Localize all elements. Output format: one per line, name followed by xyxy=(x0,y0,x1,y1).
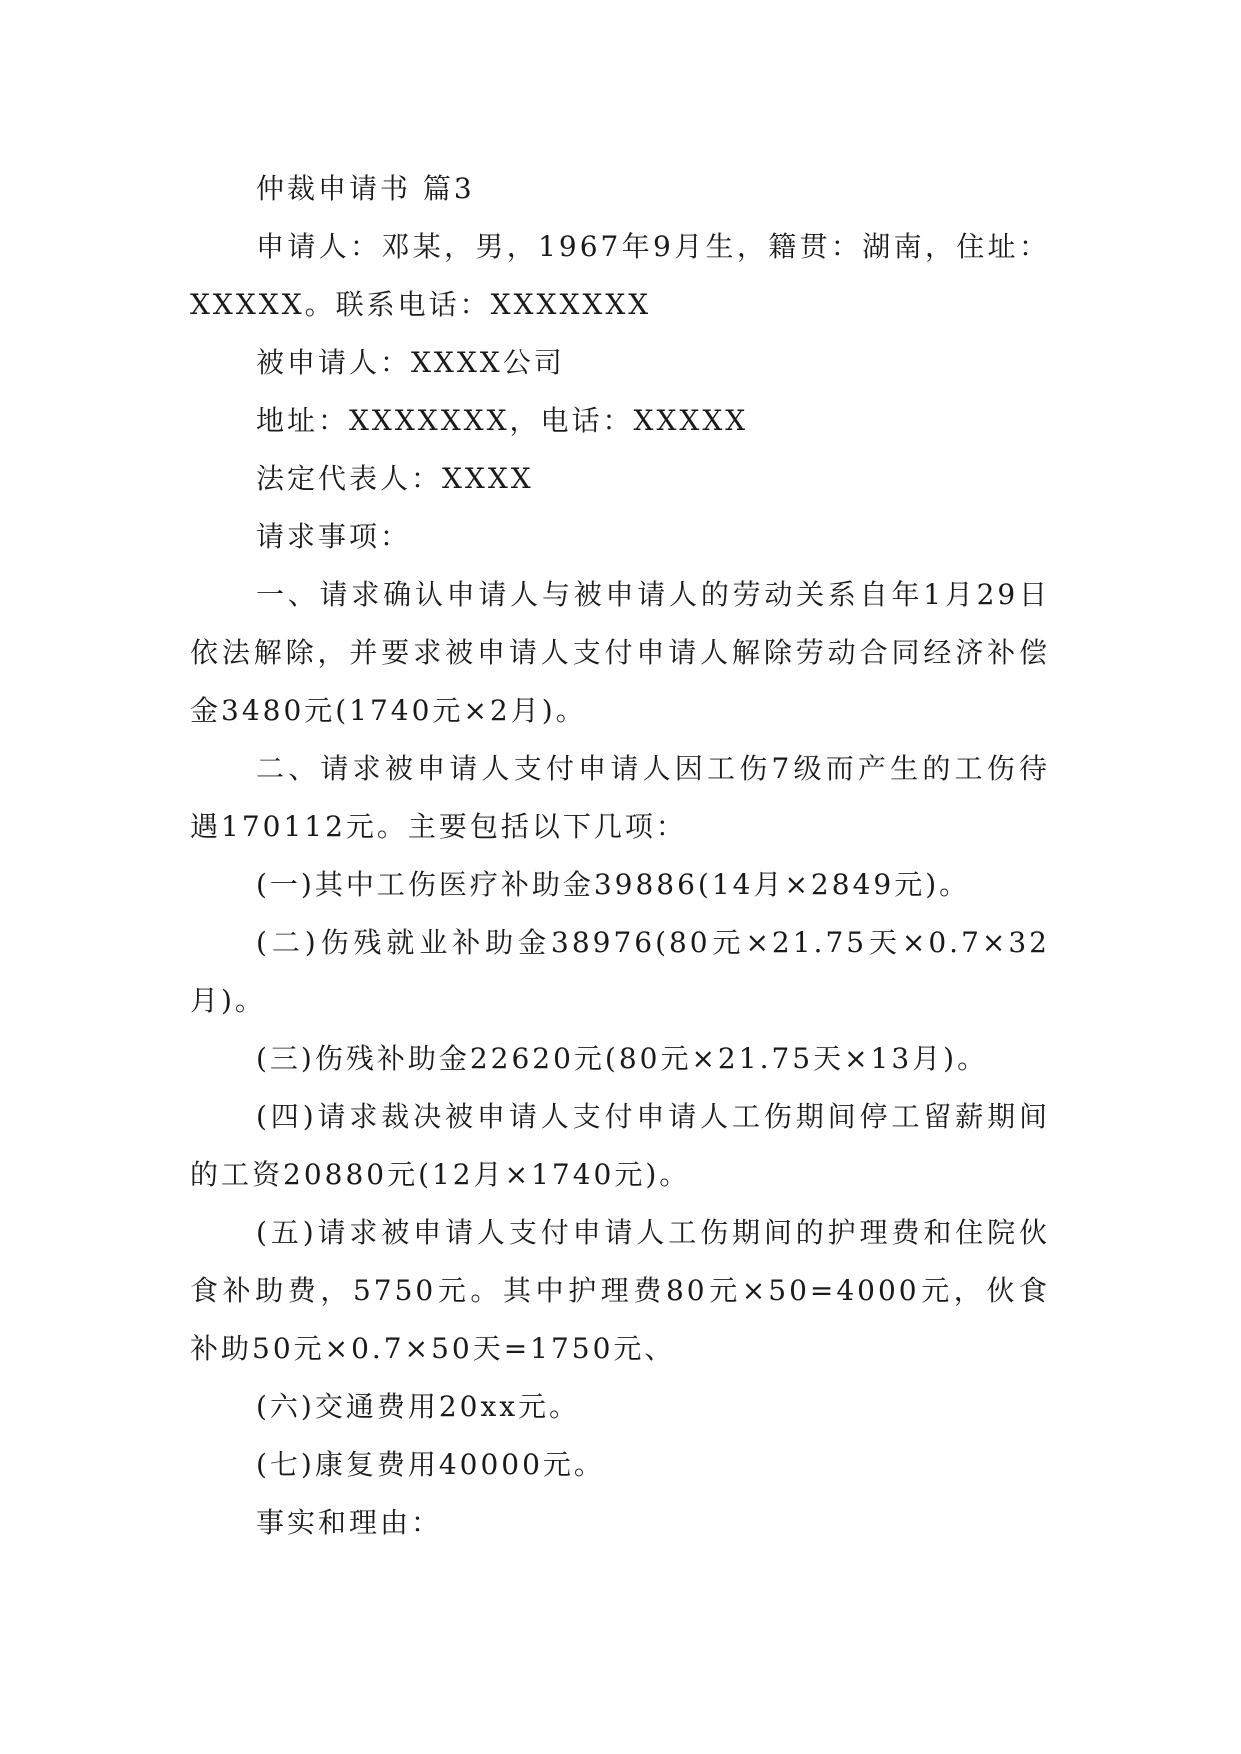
legal-representative: 法定代表人：XXXX xyxy=(256,462,534,495)
claim-2: 二、请求被申请人支付申请人因工伤7级而产生的工伤待遇170112元。主要包括以下几项： xyxy=(190,752,1050,843)
facts-heading: 事实和理由： xyxy=(256,1506,443,1539)
document-body xyxy=(190,160,1050,1552)
claim-2-item-1: (一)其中工伤医疗补助金39886(14月×2849元)。 xyxy=(256,868,971,901)
respondent-address: 地址：XXXXXXX，电话：XXXXX xyxy=(256,404,749,437)
claim-2-item-6: (六)交通费用20xx元。 xyxy=(256,1390,581,1423)
claim-1: 一、请求确认申请人与被申请人的劳动关系自年1月29日依法解除，并要求被申请人支付申请人解除劳动合同经济补偿金3480元(1740元×2月)。 xyxy=(190,578,1050,727)
claim-2-item-2: (二)伤残就业补助金38976(80元×21.75天×0.7×32月)。 xyxy=(190,926,1050,1017)
claim-2-item-3: (三)伤残补助金22620元(80元×21.75天×13月)。 xyxy=(256,1042,989,1075)
claims-heading: 请求事项： xyxy=(256,520,412,553)
claim-2-item-7: (七)康复费用40000元。 xyxy=(256,1448,605,1481)
document-title: 仲裁申请书 篇3 xyxy=(256,172,475,205)
claim-2-item-4: (四)请求裁决被申请人支付申请人工伤期间停工留薪期间的工资20880元(12月×1740元)。 xyxy=(190,1100,1050,1191)
claim-2-item-5: (五)请求被申请人支付申请人工伤期间的护理费和住院伙食补助费，5750元。其中护理费80元×50=4000元，伙食补助50元×0.7×50天=1750元、 xyxy=(190,1216,1050,1365)
applicant-info: 申请人：邓某，男，1967年9月生，籍贯：湖南，住址：XXXXX。联系电话：XXXXXXX xyxy=(190,230,1050,321)
respondent-name: 被申请人：XXXX公司 xyxy=(256,346,565,379)
